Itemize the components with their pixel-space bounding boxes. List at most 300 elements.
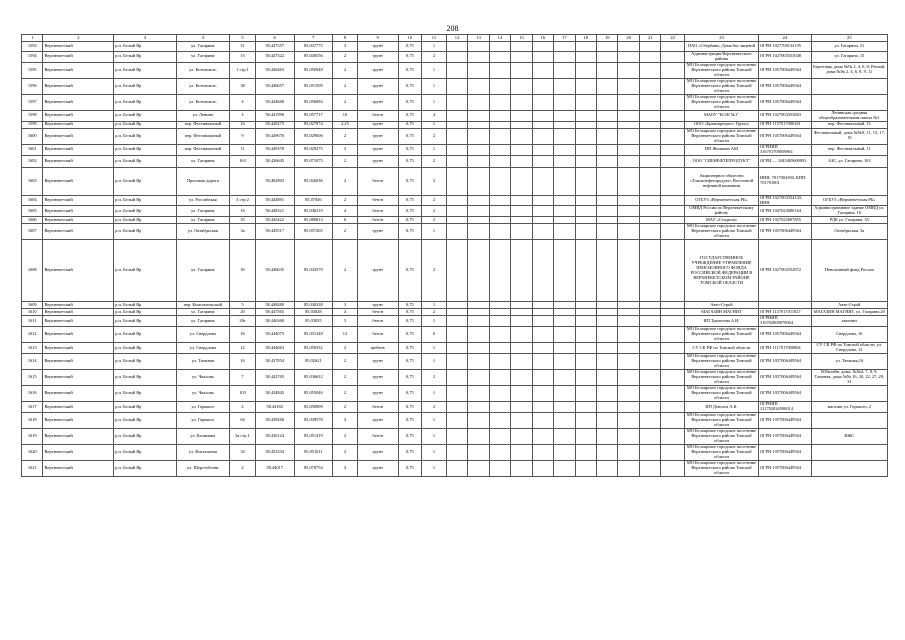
source-cell: пер. Фестивальный, 15 — [811, 121, 887, 128]
column-number: 19 — [597, 35, 618, 42]
longitude-cell: 85,080813 — [294, 217, 333, 224]
empty-cell — [511, 445, 532, 461]
empty-cell — [468, 240, 489, 302]
street-cell: ул. Гагарина — [176, 217, 230, 224]
table-row — [22, 94, 888, 110]
settlement-cell: р.п. Белый Яр — [114, 121, 176, 128]
empty-cell — [597, 206, 618, 217]
settlement-cell: р.п. Белый Яр — [114, 144, 176, 155]
empty-cell — [575, 402, 596, 413]
empty-cell — [597, 327, 618, 343]
house-cell: 30 — [230, 240, 256, 302]
empty-cell — [511, 128, 532, 144]
empty-cell — [618, 402, 639, 413]
source-cell — [811, 413, 887, 429]
empty-cell — [489, 206, 510, 217]
empty-cell — [618, 224, 639, 240]
street-cell: ул. Гагарина — [176, 155, 230, 167]
row-number: 1618 — [22, 413, 43, 429]
longitude-cell: 85,07046 — [294, 195, 333, 206]
empty-cell — [661, 327, 685, 343]
column-number: 10 — [398, 35, 422, 42]
area-cell: 2 — [333, 445, 358, 461]
empty-cell — [554, 42, 575, 52]
street-cell: ул. Гагарина — [176, 316, 230, 327]
source-cell: АЗС, ул. Гагарина, 163 — [811, 155, 887, 167]
row-number: 1602 — [22, 155, 43, 167]
latitude-cell: 58,44182 — [255, 402, 294, 413]
street-cell: ул. Котовского — [176, 78, 230, 94]
container-count-cell: 4 — [422, 110, 447, 121]
empty-cell — [597, 155, 618, 167]
empty-cell — [489, 52, 510, 63]
cover-type-cell: грунт — [357, 461, 398, 477]
ogrn-cell: ОГРН 1027002552872 — [759, 240, 812, 302]
empty-cell — [618, 78, 639, 94]
owner-cell: ООО "СИБНЕФТЕПРОДУКТ" — [684, 155, 758, 167]
empty-cell — [489, 429, 510, 445]
empty-cell — [468, 445, 489, 461]
empty-cell — [446, 42, 467, 52]
empty-cell — [661, 110, 685, 121]
street-cell: ул. Октябрьская — [176, 224, 230, 240]
empty-cell — [597, 309, 618, 316]
empty-cell — [511, 206, 532, 217]
source-cell — [811, 461, 887, 477]
district-cell: Верхнекетский — [43, 402, 114, 413]
ogrn-cell: ОГРНИП 316701700059861 — [759, 144, 812, 155]
longitude-cell: 85,051011 — [294, 445, 333, 461]
empty-cell — [575, 413, 596, 429]
empty-cell — [661, 52, 685, 63]
volume-cell: 0,75 — [398, 370, 422, 386]
settlement-cell: р.п. Белый Яр — [114, 78, 176, 94]
row-number: 1603 — [22, 167, 43, 195]
area-cell: 2 — [333, 402, 358, 413]
container-count-cell: 2 — [422, 309, 447, 316]
empty-cell — [532, 195, 553, 206]
longitude-cell: 85,043579 — [294, 240, 333, 302]
empty-cell — [575, 206, 596, 217]
longitude-cell: 85,026036 — [294, 167, 333, 195]
table-row — [22, 224, 888, 240]
column-number: 21 — [639, 35, 660, 42]
empty-cell — [446, 240, 467, 302]
empty-cell — [489, 110, 510, 121]
house-cell: 16 — [230, 354, 256, 370]
volume-cell: 0,75 — [398, 445, 422, 461]
column-number: 14 — [489, 35, 510, 42]
district-cell: Верхнекетский — [43, 316, 114, 327]
column-number: 25 — [811, 35, 887, 42]
source-cell: Авто-Строй — [811, 302, 887, 309]
owner-cell: МО Белоярское городское поселение Верхнекетского района Томской области — [684, 445, 758, 461]
house-cell: 16 — [230, 327, 256, 343]
volume-cell: 0,75 — [398, 224, 422, 240]
ogrn-cell: ОГРН 1057006449564 — [759, 128, 812, 144]
house-cell: 38 — [230, 78, 256, 94]
empty-cell — [575, 42, 596, 52]
container-count-cell: 1 — [422, 144, 447, 155]
latitude-cell: 58,447557 — [255, 42, 294, 52]
empty-cell — [511, 195, 532, 206]
empty-cell — [661, 128, 685, 144]
source-cell: ул. Гагарина, 15 — [811, 52, 887, 63]
street-cell: ул. Шерстобоева — [176, 461, 230, 477]
cover-type-cell: грунт — [357, 94, 398, 110]
empty-cell — [554, 128, 575, 144]
volume-cell: 0,75 — [398, 42, 422, 52]
empty-cell — [639, 94, 660, 110]
house-cell: 3 стр 2 — [230, 195, 256, 206]
settlement-cell: р.п. Белый Яр — [114, 386, 176, 402]
empty-cell — [554, 240, 575, 302]
column-number: 17 — [554, 35, 575, 42]
volume-cell: 0,75 — [398, 144, 422, 155]
empty-cell — [639, 110, 660, 121]
ogrn-cell: ИНН: 7017004390, КПП: 701701001 — [759, 167, 812, 195]
owner-cell: Авто-Строй — [684, 302, 758, 309]
table-row — [22, 62, 888, 78]
empty-cell — [532, 94, 553, 110]
source-cell: Свердлова, 16 — [811, 327, 887, 343]
empty-cell — [639, 370, 660, 386]
empty-cell — [575, 343, 596, 354]
empty-cell — [554, 62, 575, 78]
longitude-cell: 85,029275 — [294, 144, 333, 155]
ogrn-cell: ОГРН 1027025007855 — [759, 217, 812, 224]
cover-type-cell: грунт — [357, 240, 398, 302]
owner-cell: Акционерное общество «Томскнефтепродукт» Восточной нефтяной компании — [684, 167, 758, 195]
empty-cell — [489, 316, 510, 327]
empty-cell — [554, 461, 575, 477]
latitude-cell: 58,449676 — [255, 128, 294, 144]
ogrn-cell — [759, 302, 812, 309]
area-cell: 3 — [333, 461, 358, 477]
empty-cell — [639, 461, 660, 477]
settlement-cell: р.п. Белый Яр — [114, 461, 176, 477]
longitude-cell: 85,027974 — [294, 121, 333, 128]
empty-cell — [575, 302, 596, 309]
volume-cell: 0,75 — [398, 240, 422, 302]
empty-cell — [446, 445, 467, 461]
column-number: 11 — [422, 35, 447, 42]
empty-cell — [554, 121, 575, 128]
longitude-cell: 85,02621 — [294, 354, 333, 370]
source-cell: Фестивальный, дома №№9, 11, 15, 17, 19 — [811, 128, 887, 144]
row-number: 1608 — [22, 240, 43, 302]
volume-cell: 0,75 — [398, 327, 422, 343]
ogrn-cell: ОГРН 1057006449564 — [759, 461, 812, 477]
empty-cell — [618, 206, 639, 217]
latitude-cell: 58,449378 — [255, 144, 294, 155]
empty-cell — [661, 343, 685, 354]
owner-cell: МО Белоярское городское поселение Верхнекетского района Томской области — [684, 78, 758, 94]
longitude-cell: 85,056948 — [294, 62, 333, 78]
district-cell: Верхнекетский — [43, 461, 114, 477]
cover-type-cell: бетон — [357, 110, 398, 121]
owner-cell: МАОУ "БСШ №1" — [684, 110, 758, 121]
area-cell: 2 — [333, 354, 358, 370]
container-count-cell: 2 — [422, 195, 447, 206]
longitude-cell: 85,057717 — [294, 110, 333, 121]
empty-cell — [554, 144, 575, 155]
house-cell: 11 — [230, 144, 256, 155]
container-count-cell: 1 — [422, 316, 447, 327]
container-count-cell: 1 — [422, 386, 447, 402]
empty-cell — [639, 402, 660, 413]
source-cell: ул. Таежная,16 — [811, 354, 887, 370]
empty-cell — [511, 110, 532, 121]
latitude-cell: 58,446368 — [255, 316, 294, 327]
empty-cell — [446, 217, 467, 224]
empty-cell — [618, 429, 639, 445]
empty-cell — [489, 217, 510, 224]
area-cell: 2 — [333, 370, 358, 386]
owner-cell: МО Белоярское городское поселение Верхнекетского района Томской области — [684, 386, 758, 402]
house-cell: 2 — [230, 402, 256, 413]
table-row — [22, 370, 888, 386]
empty-cell — [446, 110, 467, 121]
empty-cell — [575, 316, 596, 327]
empty-cell — [661, 94, 685, 110]
table-row — [22, 52, 888, 63]
settlement-cell: р.п. Белый Яр — [114, 155, 176, 167]
source-cell: Ленинская средняя общеобразовательная школа №1 — [811, 110, 887, 121]
district-cell: Верхнекетский — [43, 217, 114, 224]
empty-cell — [489, 42, 510, 52]
settlement-cell: р.п. Белый Яр — [114, 370, 176, 386]
house-cell: 64 — [230, 413, 256, 429]
empty-cell — [532, 167, 553, 195]
empty-cell — [661, 167, 685, 195]
cover-type-cell: грунт — [357, 445, 398, 461]
empty-cell — [468, 121, 489, 128]
cover-type-cell: бетон — [357, 429, 398, 445]
column-number: 13 — [468, 35, 489, 42]
row-number: 1614 — [22, 354, 43, 370]
empty-cell — [661, 144, 685, 155]
cover-type-cell: грунт — [357, 413, 398, 429]
owner-cell: ИП Трапезова А.Н. — [684, 316, 758, 327]
empty-cell — [554, 309, 575, 316]
empty-cell — [661, 78, 685, 94]
volume-cell: 0,75 — [398, 206, 422, 217]
cover-type-cell: бетон — [357, 167, 398, 195]
settlement-cell: р.п. Белый Яр — [114, 343, 176, 354]
settlement-cell: р.п. Белый Яр — [114, 429, 176, 445]
empty-cell — [575, 78, 596, 94]
empty-cell — [446, 354, 467, 370]
ogrn-cell: ОГРН 1027003353863 — [759, 110, 812, 121]
empty-cell — [639, 429, 660, 445]
settlement-cell: р.п. Белый Яр — [114, 402, 176, 413]
empty-cell — [639, 217, 660, 224]
longitude-cell: 85,071075 — [294, 155, 333, 167]
owner-cell: МО Белоярское городское поселение Верхнекетского района Томской области — [684, 461, 758, 477]
empty-cell — [468, 302, 489, 309]
table-row — [22, 217, 888, 224]
area-cell: 12 — [333, 327, 358, 343]
street-cell: ул. Гагарина — [176, 52, 230, 63]
empty-cell — [575, 386, 596, 402]
container-count-cell: 1 — [422, 62, 447, 78]
empty-cell — [468, 128, 489, 144]
house-cell: 3а — [230, 224, 256, 240]
container-count-cell: 1 — [422, 224, 447, 240]
empty-cell — [575, 94, 596, 110]
empty-cell — [661, 195, 685, 206]
table-row — [22, 327, 888, 343]
ogrn-cell: ОГРН 1057006449564 — [759, 429, 812, 445]
empty-cell — [532, 128, 553, 144]
source-cell: Октябрьская, 3а — [811, 224, 887, 240]
table-row — [22, 128, 888, 144]
row-number: 1621 — [22, 461, 43, 477]
column-number: 6 — [255, 35, 294, 42]
district-cell: Верхнекетский — [43, 42, 114, 52]
longitude-cell: 85,057265 — [294, 224, 333, 240]
container-count-cell: 1 — [422, 42, 447, 52]
empty-cell — [618, 413, 639, 429]
empty-cell — [489, 402, 510, 413]
empty-cell — [639, 52, 660, 63]
empty-cell — [489, 445, 510, 461]
empty-cell — [618, 167, 639, 195]
empty-cell — [618, 144, 639, 155]
empty-cell — [597, 42, 618, 52]
owner-cell: ИП Жилкина АМ — [684, 144, 758, 155]
empty-cell — [554, 78, 575, 94]
street-cell: пер. Фестивальный — [176, 121, 230, 128]
container-count-cell: 1 — [422, 413, 447, 429]
empty-cell — [489, 370, 510, 386]
empty-cell — [618, 316, 639, 327]
register-table — [21, 34, 888, 477]
volume-cell: 0,75 — [398, 429, 422, 445]
empty-cell — [575, 327, 596, 343]
empty-cell — [575, 354, 596, 370]
empty-cell — [532, 217, 553, 224]
settlement-cell: р.п. Белый Яр — [114, 167, 176, 195]
table-row — [22, 445, 888, 461]
street-cell: ул. Свердлова — [176, 327, 230, 343]
table-row — [22, 402, 888, 413]
district-cell: Верхнекетский — [43, 240, 114, 302]
empty-cell — [446, 316, 467, 327]
cover-type-cell: щебень — [357, 343, 398, 354]
cover-type-cell: грунт — [357, 52, 398, 63]
empty-cell — [446, 302, 467, 309]
empty-cell — [575, 144, 596, 155]
container-count-cell: 1 — [422, 343, 447, 354]
empty-cell — [554, 354, 575, 370]
empty-cell — [554, 110, 575, 121]
row-number: 1604 — [22, 195, 43, 206]
district-cell: Верхнекетский — [43, 309, 114, 316]
empty-cell — [618, 110, 639, 121]
column-number: 7 — [294, 35, 333, 42]
empty-cell — [661, 62, 685, 78]
owner-cell: ПАО «Сбербанк» Дома-бы-лицевой — [684, 42, 758, 52]
area-cell: 2,25 — [333, 121, 358, 128]
empty-cell — [618, 309, 639, 316]
district-cell: Верхнекетский — [43, 167, 114, 195]
street-cell: ул. Горького — [176, 402, 230, 413]
empty-cell — [661, 316, 685, 327]
district-cell: Верхнекетский — [43, 327, 114, 343]
settlement-cell: р.п. Белый Яр — [114, 309, 176, 316]
empty-cell — [597, 52, 618, 63]
owner-cell: ООО «Бравопрогресс Групп» — [684, 121, 758, 128]
empty-cell — [639, 78, 660, 94]
empty-cell — [618, 240, 639, 302]
empty-cell — [597, 402, 618, 413]
ogrn-cell: ОГРН 1057006449564 — [759, 386, 812, 402]
empty-cell — [661, 445, 685, 461]
column-number: 20 — [618, 35, 639, 42]
empty-cell — [489, 62, 510, 78]
latitude-cell: 58,447565 — [255, 309, 294, 316]
latitude-cell: 58,446657 — [255, 78, 294, 94]
empty-cell — [597, 354, 618, 370]
ogrn-cell: ОГРН 1157017000161 — [759, 121, 812, 128]
latitude-cell: 58,445422 — [255, 217, 294, 224]
area-cell: 3 — [333, 316, 358, 327]
area-cell: 2 — [333, 343, 358, 354]
street-cell: ул. Гагарина — [176, 309, 230, 316]
house-cell: 28г — [230, 316, 256, 327]
latitude-cell: 58,446463 — [255, 62, 294, 78]
empty-cell — [661, 309, 685, 316]
empty-cell — [639, 327, 660, 343]
latitude-cell: 58,452334 — [255, 445, 294, 461]
cover-type-cell: грунт — [357, 62, 398, 78]
table-row — [22, 386, 888, 402]
container-count-cell: 1 — [422, 94, 447, 110]
empty-cell — [532, 327, 553, 343]
empty-cell — [575, 195, 596, 206]
area-cell: 2 — [333, 386, 358, 402]
empty-cell — [554, 445, 575, 461]
empty-cell — [618, 217, 639, 224]
volume-cell: 0,75 — [398, 386, 422, 402]
empty-cell — [446, 461, 467, 477]
area-cell: 4 — [333, 309, 358, 316]
owner-cell: МО Белоярское городское поселение Верхнекетского района Томской области — [684, 370, 758, 386]
cover-type-cell: бетон — [357, 195, 398, 206]
container-count-cell: 2 — [422, 240, 447, 302]
empty-cell — [597, 370, 618, 386]
empty-cell — [575, 155, 596, 167]
street-cell: ул. Свердлова — [176, 343, 230, 354]
empty-cell — [618, 62, 639, 78]
source-cell — [811, 445, 887, 461]
settlement-cell: р.п. Белый Яр — [114, 327, 176, 343]
container-count-cell: 1 — [422, 302, 447, 309]
empty-cell — [661, 354, 685, 370]
empty-cell — [511, 78, 532, 94]
empty-cell — [618, 155, 639, 167]
empty-cell — [575, 445, 596, 461]
row-number: 1612 — [22, 327, 43, 343]
ogrn-cell: ОГРН 1027003354143, ИНН — [759, 195, 812, 206]
district-cell: Верхнекетский — [43, 52, 114, 63]
volume-cell: 0,75 — [398, 316, 422, 327]
empty-cell — [511, 413, 532, 429]
table-row — [22, 343, 888, 354]
empty-cell — [554, 195, 575, 206]
